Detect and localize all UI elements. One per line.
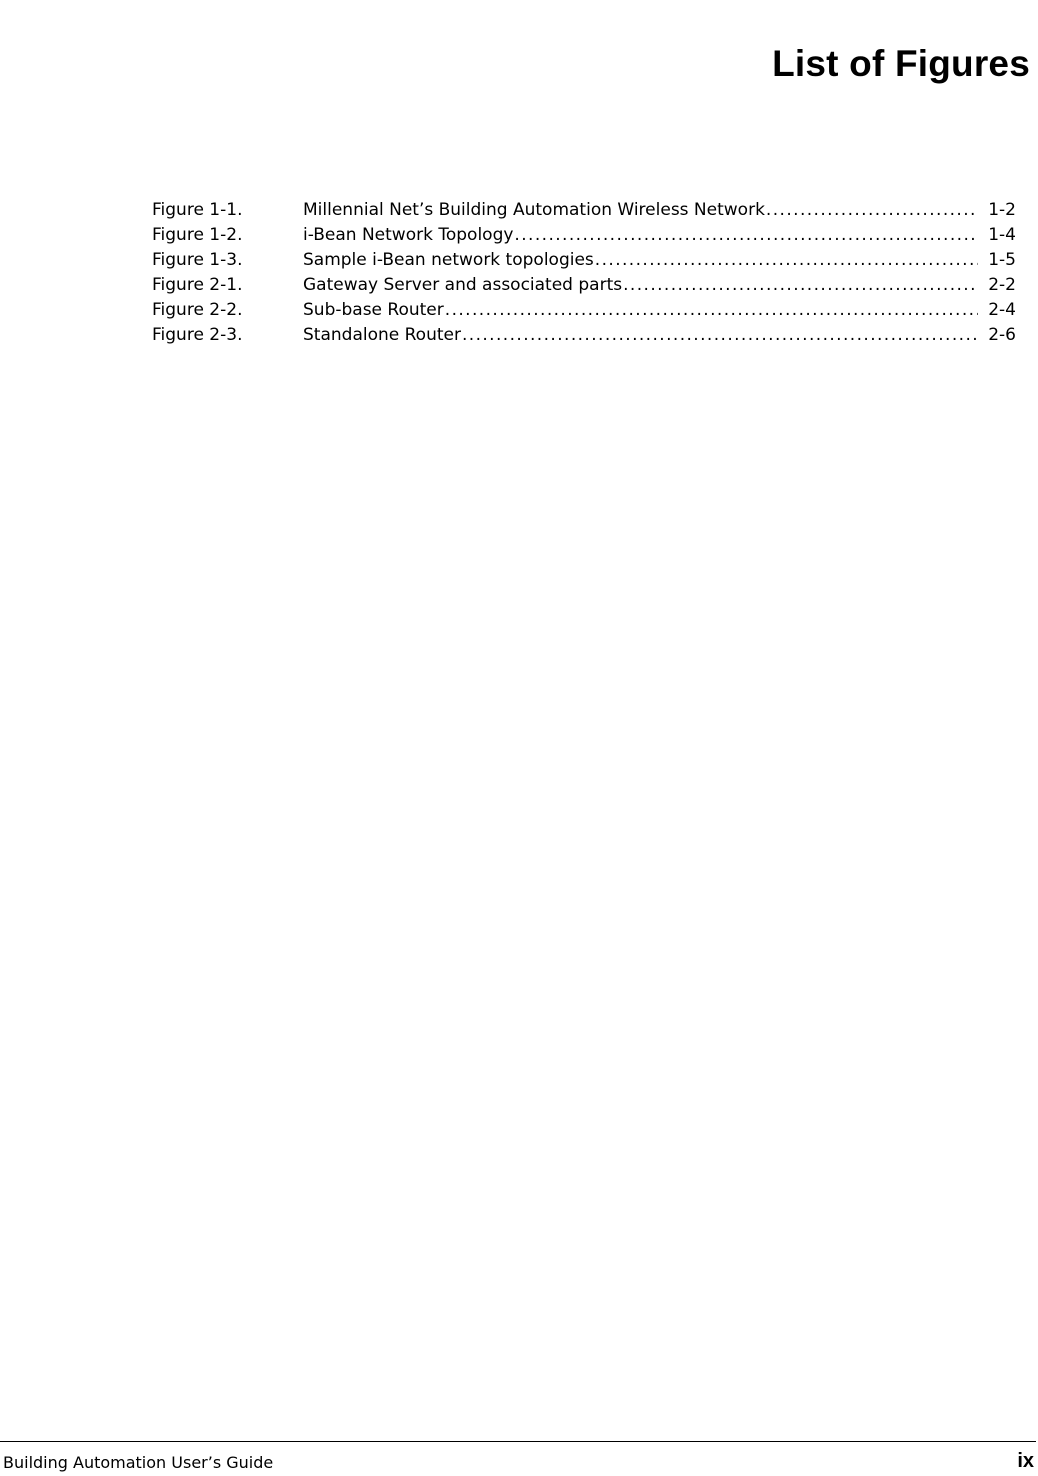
figure-number: Figure 2-2. — [152, 300, 243, 320]
figure-title[interactable]: Sample i-Bean network topologies — [303, 250, 594, 270]
dot-leader — [595, 248, 978, 273]
figure-title[interactable]: Millennial Net’s Building Automation Wireless Network — [303, 200, 765, 220]
page-reference[interactable]: 1-5 — [988, 250, 1016, 270]
dot-leader — [445, 298, 978, 323]
toc-entry[interactable] — [152, 198, 1016, 223]
figure-number: Figure 1-3. — [152, 250, 243, 270]
toc-entry[interactable] — [152, 323, 1016, 348]
page-reference[interactable]: 1-4 — [988, 225, 1016, 245]
footer-page-number: ix — [1017, 1450, 1034, 1472]
page-reference[interactable]: 2-2 — [988, 275, 1016, 295]
figure-title[interactable]: Sub-base Router — [303, 300, 444, 320]
figure-number: Figure 1-2. — [152, 225, 243, 245]
figure-number: Figure 2-1. — [152, 275, 243, 295]
figure-title[interactable]: i-Bean Network Topology — [303, 225, 514, 245]
figure-number: Figure 2-3. — [152, 325, 243, 345]
dot-leader — [766, 198, 978, 223]
footer-divider — [0, 1441, 1036, 1442]
dot-leader — [623, 273, 978, 298]
page-reference[interactable]: 2-6 — [988, 325, 1016, 345]
page-reference[interactable]: 1-2 — [988, 200, 1016, 220]
dot-leader — [514, 223, 978, 248]
page-reference[interactable]: 2-4 — [988, 300, 1016, 320]
footer-document-title: Building Automation User’s Guide — [3, 1453, 274, 1472]
page-title: List of Figures — [772, 43, 1030, 84]
figure-title[interactable]: Standalone Router — [303, 325, 461, 345]
toc-entry[interactable] — [152, 298, 1016, 323]
toc-entry[interactable] — [152, 248, 1016, 273]
list-of-figures — [152, 198, 1016, 348]
toc-entry[interactable] — [152, 273, 1016, 298]
figure-title[interactable]: Gateway Server and associated parts — [303, 275, 623, 295]
toc-entry[interactable] — [152, 223, 1016, 248]
dot-leader — [462, 323, 978, 348]
figure-number: Figure 1-1. — [152, 200, 243, 220]
